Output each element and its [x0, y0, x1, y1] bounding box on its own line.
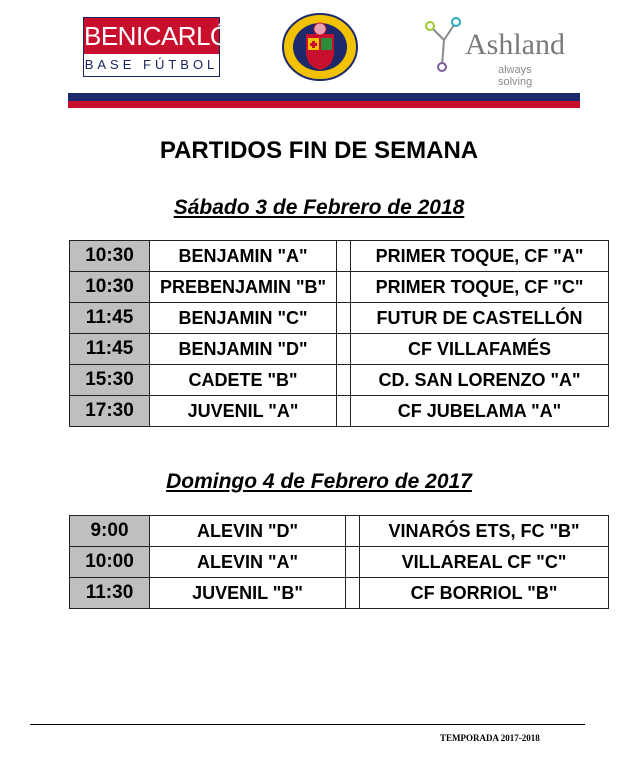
home-team: ALEVIN "D": [150, 516, 346, 547]
table-row: [70, 547, 609, 578]
match-time: 11:45: [70, 334, 150, 365]
rival-team: VINARÓS ETS, FC "B": [360, 516, 609, 547]
rival-team: CD. SAN LORENZO "A": [351, 365, 609, 396]
page-title: PARTIDOS FIN DE SEMANA: [159, 137, 479, 164]
home-team: BENJAMIN "D": [150, 334, 337, 365]
rival-team: CF VILLAFAMÉS: [351, 334, 609, 365]
match-time: 11:45: [70, 303, 150, 334]
separator-cell: [346, 547, 360, 578]
table-row: [70, 303, 609, 334]
benicarlo-base-futbol-logo: [83, 17, 230, 77]
match-time: 10:00: [70, 547, 150, 578]
sunday-heading: Domingo 4 de Febrero de 2017: [166, 470, 472, 493]
table-row: [70, 396, 609, 427]
table-row: [70, 578, 609, 609]
separator-cell: [337, 241, 351, 272]
footer-divider: [30, 724, 585, 725]
separator-cell: [346, 516, 360, 547]
home-team: PREBENJAMIN "B": [150, 272, 337, 303]
rival-team: PRIMER TOQUE, CF "A": [351, 241, 609, 272]
table-row: [70, 334, 609, 365]
match-time: 10:30: [70, 241, 150, 272]
season-label: TEMPORADA 2017-2018: [440, 733, 540, 743]
sunday-matches-table: [69, 515, 609, 609]
ashland-sponsor-logo: [420, 14, 565, 88]
match-time: 17:30: [70, 396, 150, 427]
logo-bottom-text: BASE FÚTBOL: [84, 54, 219, 76]
home-team: ALEVIN "A": [150, 547, 346, 578]
home-team: BENJAMIN "A": [150, 241, 337, 272]
rival-team: VILLAREAL CF "C": [360, 547, 609, 578]
match-time: 11:30: [70, 578, 150, 609]
separator-cell: [337, 365, 351, 396]
ashland-tagline: always solving: [498, 64, 533, 88]
saturday-matches-table: [69, 240, 609, 427]
rival-team: CF BORRIOL "B": [360, 578, 609, 609]
match-time: 15:30: [70, 365, 150, 396]
header-stripe-red: [68, 101, 580, 108]
home-team: JUVENIL "A": [150, 396, 337, 427]
match-time: 9:00: [70, 516, 150, 547]
ashland-wordmark: Ashland: [465, 28, 565, 61]
home-team: CADETE "B": [150, 365, 337, 396]
rival-team: PRIMER TOQUE, CF "C": [351, 272, 609, 303]
home-team: JUVENIL "B": [150, 578, 346, 609]
ashland-molecule-icon: [420, 14, 466, 76]
table-row: [70, 241, 609, 272]
rival-team: FUTUR DE CASTELLÓN: [351, 303, 609, 334]
club-crest-icon: [280, 12, 360, 82]
separator-cell: [337, 396, 351, 427]
separator-cell: [346, 578, 360, 609]
separator-cell: [337, 303, 351, 334]
match-time: 10:30: [70, 272, 150, 303]
table-row: [70, 365, 609, 396]
logo-top-text: BENICARLÓ: [84, 18, 219, 54]
header-stripe-blue: [68, 93, 580, 101]
separator-cell: [337, 334, 351, 365]
home-team: BENJAMIN "C": [150, 303, 337, 334]
separator-cell: [337, 272, 351, 303]
table-row: [70, 272, 609, 303]
table-row: [70, 516, 609, 547]
rival-team: CF JUBELAMA "A": [351, 396, 609, 427]
saturday-heading: Sábado 3 de Febrero de 2018: [173, 196, 465, 219]
